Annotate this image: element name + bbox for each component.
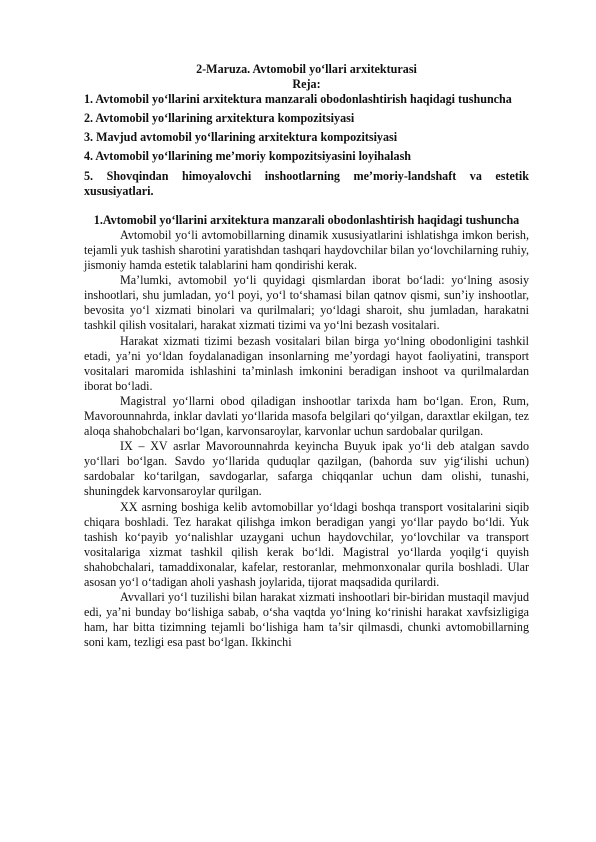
paragraph-1: Avtomobil yo‘li avtomobillarning dinamik xususiyatlarini ishlatishga imkon berish, tejamli yuk tashish sharotini yaratishdan tashqari haydovchilar bilan yo‘lovchilarning ruhiy, jismoniy hamda estetik talablarini ham qondirishi kerak. — [84, 227, 529, 273]
body-text — [84, 228, 529, 651]
document-page — [84, 62, 529, 650]
paragraph-4: Magistral yo‘llarni obod qiladigan inshootlar tarixda ham bo‘lgan. Eron, Rum, Mavorounnahrda, inklar davlati yo‘llarida masofa belgilari qo‘yilgan, daraxtlar ekilgan, tez aloqa shahobchalari bo‘lgan, karvonsaroylar, karvonlar uchun sardobalar qurilgan. — [84, 393, 529, 439]
plan-item-2: 2. Avtomobil yo‘llarining arxitektura kompozitsiyasi — [84, 111, 355, 126]
plan-item-4: 4. Avtomobil yo‘llarining me’moriy kompozitsiyasini loyihalash — [84, 149, 411, 164]
plan-item-1: 1. Avtomobil yo‘llarini arxitektura manzarali obodonlashtirish haqidagi tushuncha — [84, 92, 512, 107]
paragraph-3: Harakat xizmati tizimi bezash vositalari bilan birga yo‘lning obodonligini tashkil etadi, ya’ni yo‘ldan foydalanadigan insonlarning me’yordagi hayot faoliyatini, transport vositalari maromida ishlashini ta’minlash imkonini beradigan inshoot va qurilmalardan iborat bo‘ladi. — [84, 333, 529, 393]
paragraph-7: Avvallari yo‘l tuzilishi bilan harakat xizmati inshootlari bir-biridan mustaqil mavjud edi, ya’ni bunday bo‘lishiga sabab, o‘sha vaqtda yo‘lning ko‘rinishi harakat xavfsizligiga ham, har bitta tizimning tejamli bo‘lishiga ham ta’sir qilmasdi, chunki avtomobillarning soni kam, tezligi esa past bo‘lgan. Ikkinchi — [84, 590, 529, 650]
lecture-title: 2-Maruza. Avtomobil yo‘llari arxitekturasi — [196, 62, 417, 76]
plan-item-5: 5. Shovqindan himoyalovchi inshootlarning me’moriy-landshaft va estetik xususiyatlari. — [84, 168, 529, 198]
paragraph-6: XX asrning boshiga kelib avtomobillar yo‘ldagi boshqa transport vositalarini siqib chiqara boshladi. Tez harakat qilishga imkon beradigan yangi yo‘llar paydo bo‘ldi. Yuk tashish ko‘payib yo‘nalishlar uzaygani uchun haydovchilar, yo‘lovchilar va transport vositalariga xizmat tashkil qilish kerak bo‘ldi. Magistral yo‘llarda yoqilg‘i quyish shahobchalari, tamaddixonalar, kafelar, restoranlar, mehmonxonalar qurila boshladi. Ular asosan yo‘l o‘tadigan aholi yashash joylarida, tijorat maqsadida qurilardi. — [84, 499, 529, 589]
plan-list — [84, 92, 529, 199]
plan-item-3: 3. Mavjud avtomobil yo‘llarining arxitektura kompozitsiyasi — [84, 130, 398, 145]
paragraph-2: Ma’lumki, avtomobil yo‘li quyidagi qismlardan iborat bo‘ladi: yo‘lning asosiy inshootlari, shu jumladan, yo‘l poyi, yo‘l to‘shamasi bilan qatnov qismi, sun’iy inshootlar, bevosita yo‘l xizmati binolari va qurilmalari; yo‘ldagi sharoit, shu jumladan, harakatni tashkil qilish vositalari, harakat xizmati tizimi va yo‘lni bezash vositalari. — [84, 273, 529, 333]
plan-heading: Reja: — [292, 77, 321, 92]
section-heading: 1.Avtomobil yo‘llarini arxitektura manzarali obodonlashtirish haqidagi tushuncha — [93, 212, 520, 227]
paragraph-5: IX – XV asrlar Mavorounnahrda keyincha Buyuk ipak yo‘li deb atalgan savdo yo‘llari bo‘lgan. Savdo yo‘llarida quduqlar qazilgan, (bahorda suv yig‘ilishi uchun) sardobalar ko‘tarilgan, savdogarlar, safarga chiqqanlar uchun dam olishi, tunashi, shuningdek karvonsaroylar qurilgan. — [84, 439, 529, 499]
